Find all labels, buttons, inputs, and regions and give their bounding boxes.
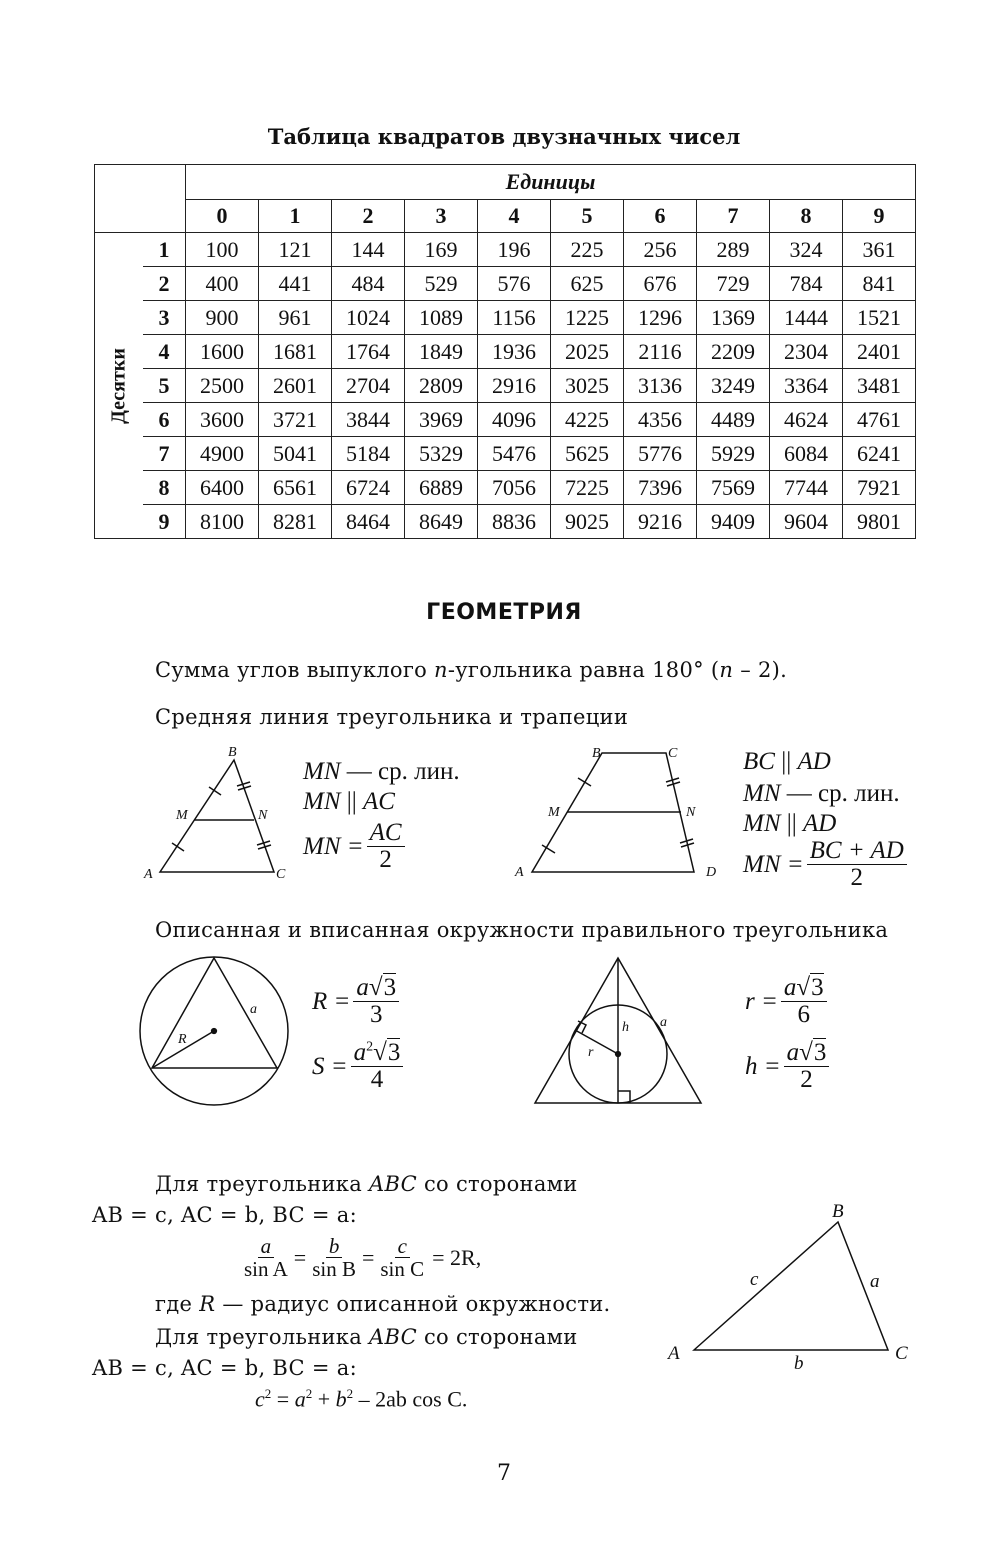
label-B: B bbox=[592, 746, 601, 761]
table-cell: 676 bbox=[624, 267, 697, 301]
table-cell: 8281 bbox=[259, 505, 332, 539]
label-D: D bbox=[706, 865, 717, 880]
table-cell: 5929 bbox=[697, 437, 770, 471]
label-side-b: b bbox=[794, 1353, 804, 1374]
table-title: Таблица квадратов двузначных чисел bbox=[267, 124, 741, 149]
table-cell: 4900 bbox=[186, 437, 259, 471]
col-header: 9 bbox=[843, 200, 916, 233]
table-cell: 441 bbox=[259, 267, 332, 301]
table-cell: 2916 bbox=[478, 369, 551, 403]
circles-title: Описанная и вписанная окружности правильного треугольника bbox=[155, 918, 889, 942]
table-cell: 144 bbox=[332, 233, 405, 267]
label-side-c: c bbox=[750, 1269, 759, 1290]
label-a: a bbox=[250, 1002, 257, 1017]
col-header: 7 bbox=[697, 200, 770, 233]
table-cell: 3600 bbox=[186, 403, 259, 437]
units-header: Единицы bbox=[186, 165, 916, 200]
table-row bbox=[95, 301, 916, 335]
table-cell: 576 bbox=[478, 267, 551, 301]
table-cell: 3249 bbox=[697, 369, 770, 403]
label-C: C bbox=[668, 746, 678, 761]
trap-formula-2: MN — ср. лин. bbox=[743, 780, 900, 807]
table-cell: 400 bbox=[186, 267, 259, 301]
label-A: A bbox=[515, 865, 524, 880]
table-cell: 5625 bbox=[551, 437, 624, 471]
table-cell: 484 bbox=[332, 267, 405, 301]
radius-segment bbox=[575, 1030, 618, 1054]
table-cell: 4356 bbox=[624, 403, 697, 437]
table-corner bbox=[95, 165, 186, 233]
row-header: 8 bbox=[143, 471, 186, 505]
table-cell: 2809 bbox=[405, 369, 478, 403]
table-cell: 2304 bbox=[770, 335, 843, 369]
table-cell: 1225 bbox=[551, 301, 624, 335]
table-cell: 3969 bbox=[405, 403, 478, 437]
triangle-midline-diagram bbox=[140, 740, 300, 885]
table-cell: 9025 bbox=[551, 505, 624, 539]
col-header: 6 bbox=[624, 200, 697, 233]
table-cell: 289 bbox=[697, 233, 770, 267]
table-cell: 1156 bbox=[478, 301, 551, 335]
label-a: a bbox=[660, 1015, 667, 1030]
trap-formula-1: BC || AD bbox=[743, 748, 831, 775]
table-cell: 5184 bbox=[332, 437, 405, 471]
table-row bbox=[95, 505, 916, 539]
triangle-abc bbox=[694, 1222, 888, 1350]
trap-formula-4: MN = $\frac{BC + AD}{2}$ bbox=[743, 838, 910, 892]
table-cell: 4761 bbox=[843, 403, 916, 437]
table-cell: 1296 bbox=[624, 301, 697, 335]
tri-formula-1: MN — ср. лин. bbox=[303, 758, 460, 785]
table-cell: 2601 bbox=[259, 369, 332, 403]
col-header: 2 bbox=[332, 200, 405, 233]
table-cell: 900 bbox=[186, 301, 259, 335]
table-cell: 841 bbox=[843, 267, 916, 301]
table-cell: 1936 bbox=[478, 335, 551, 369]
table-cell: 2025 bbox=[551, 335, 624, 369]
inscribed-circle-diagram bbox=[530, 955, 715, 1110]
table-row bbox=[95, 403, 916, 437]
table-cell: 1369 bbox=[697, 301, 770, 335]
col-header: 8 bbox=[770, 200, 843, 233]
row-header: 2 bbox=[143, 267, 186, 301]
table-row bbox=[95, 267, 916, 301]
sine-law-formula: $\frac{a}{\text{sin A}}$ = $\frac{b}{\text{sin B}}$ = $\frac{c}{\text{sin C}}$ = 2R, bbox=[244, 1234, 482, 1282]
table-cell: 256 bbox=[624, 233, 697, 267]
sine-note: где R — радиус описанной окружности. bbox=[155, 1292, 611, 1316]
table-cell: 5329 bbox=[405, 437, 478, 471]
table-cell: 1521 bbox=[843, 301, 916, 335]
table-cell: 6561 bbox=[259, 471, 332, 505]
page-number: 7 bbox=[497, 1461, 511, 1486]
table-row bbox=[95, 369, 916, 403]
table-cell: 5476 bbox=[478, 437, 551, 471]
circumscribed-circle-diagram bbox=[138, 955, 298, 1110]
table-cell: 196 bbox=[478, 233, 551, 267]
row-header: 3 bbox=[143, 301, 186, 335]
table-cell: 7396 bbox=[624, 471, 697, 505]
label-B: B bbox=[832, 1201, 844, 1222]
circum-R-formula: R = $\frac{a√3}{3}$ bbox=[312, 975, 402, 1029]
label-A: A bbox=[668, 1343, 680, 1364]
inscr-r-formula: r = $\frac{a√3}{6}$ bbox=[745, 975, 830, 1029]
table-row bbox=[95, 233, 916, 267]
table-cell: 9604 bbox=[770, 505, 843, 539]
triangle-abc-diagram bbox=[660, 1195, 920, 1385]
table-cell: 2116 bbox=[624, 335, 697, 369]
label-M: M bbox=[176, 808, 188, 823]
tens-header bbox=[95, 233, 144, 539]
table-cell: 1681 bbox=[259, 335, 332, 369]
circum-S-formula: S = $\frac{a^2√3}{4}$ bbox=[312, 1040, 406, 1094]
label-h: h bbox=[622, 1020, 629, 1035]
equilateral-triangle bbox=[152, 958, 277, 1068]
table-cell: 3721 bbox=[259, 403, 332, 437]
label-side-a: a bbox=[870, 1271, 880, 1292]
table-cell: 6084 bbox=[770, 437, 843, 471]
table-cell: 225 bbox=[551, 233, 624, 267]
label-r: r bbox=[588, 1045, 594, 1060]
table-cell: 7921 bbox=[843, 471, 916, 505]
squares-table bbox=[94, 164, 916, 539]
col-header: 0 bbox=[186, 200, 259, 233]
table-cell: 1089 bbox=[405, 301, 478, 335]
tri-formula-3: MN = $\frac{AC}{2}$ bbox=[303, 820, 408, 874]
col-header: 4 bbox=[478, 200, 551, 233]
col-header: 1 bbox=[259, 200, 332, 233]
label-R: R bbox=[178, 1032, 187, 1047]
table-cell: 729 bbox=[697, 267, 770, 301]
table-cell: 961 bbox=[259, 301, 332, 335]
trap-formula-3: MN || AD bbox=[743, 810, 837, 837]
col-header: 5 bbox=[551, 200, 624, 233]
label-A: A bbox=[144, 867, 153, 882]
cosine-intro: Для треугольника ABC со сторонами bbox=[155, 1325, 578, 1349]
table-cell: 9216 bbox=[624, 505, 697, 539]
label-N: N bbox=[258, 808, 268, 823]
trapezoid-midline-diagram bbox=[510, 740, 725, 885]
row-header: 9 bbox=[143, 505, 186, 539]
table-cell: 5776 bbox=[624, 437, 697, 471]
table-cell: 3844 bbox=[332, 403, 405, 437]
tens-label: Десятки bbox=[107, 347, 130, 424]
table-cell: 1024 bbox=[332, 301, 405, 335]
table-cell: 2401 bbox=[843, 335, 916, 369]
table-cell: 121 bbox=[259, 233, 332, 267]
table-cell: 625 bbox=[551, 267, 624, 301]
table-cell: 6241 bbox=[843, 437, 916, 471]
tri-formula-2: MN || AC bbox=[303, 788, 395, 815]
sine-intro: Для треугольника ABC со сторонами bbox=[155, 1172, 578, 1196]
table-cell: 3136 bbox=[624, 369, 697, 403]
row-header: 1 bbox=[143, 233, 186, 267]
table-cell: 1444 bbox=[770, 301, 843, 335]
table-cell: 8100 bbox=[186, 505, 259, 539]
row-header: 6 bbox=[143, 403, 186, 437]
center-point bbox=[616, 1052, 621, 1057]
label-B: B bbox=[228, 745, 237, 760]
table-cell: 100 bbox=[186, 233, 259, 267]
angle-sum-text: Сумма углов выпуклого n-угольника равна 180° (n – 2). bbox=[155, 658, 788, 682]
table-cell: 9409 bbox=[697, 505, 770, 539]
tick-mark bbox=[578, 778, 591, 786]
table-cell: 4096 bbox=[478, 403, 551, 437]
table-cell: 1849 bbox=[405, 335, 478, 369]
table-cell: 529 bbox=[405, 267, 478, 301]
table-cell: 2704 bbox=[332, 369, 405, 403]
table-row bbox=[95, 437, 916, 471]
table-cell: 1764 bbox=[332, 335, 405, 369]
table-cell: 7569 bbox=[697, 471, 770, 505]
table-cell: 361 bbox=[843, 233, 916, 267]
table-cell: 6889 bbox=[405, 471, 478, 505]
midline-title: Средняя линия треугольника и трапеции bbox=[155, 705, 629, 729]
label-C: C bbox=[895, 1343, 908, 1364]
table-cell: 2500 bbox=[186, 369, 259, 403]
table-cell: 8464 bbox=[332, 505, 405, 539]
table-cell: 2209 bbox=[697, 335, 770, 369]
sine-sides: AB = c, AC = b, BC = a: bbox=[92, 1203, 357, 1227]
table-cell: 3364 bbox=[770, 369, 843, 403]
label-N: N bbox=[686, 805, 696, 820]
table-cell: 7056 bbox=[478, 471, 551, 505]
table-cell: 4225 bbox=[551, 403, 624, 437]
row-header: 5 bbox=[143, 369, 186, 403]
inscr-h-formula: h = $\frac{a√3}{2}$ bbox=[745, 1040, 832, 1094]
col-header: 3 bbox=[405, 200, 478, 233]
geometry-heading: ГЕОМЕТРИЯ bbox=[426, 600, 582, 625]
label-M: M bbox=[548, 805, 560, 820]
table-row bbox=[95, 335, 916, 369]
table-cell: 6400 bbox=[186, 471, 259, 505]
table-cell: 5041 bbox=[259, 437, 332, 471]
table-cell: 324 bbox=[770, 233, 843, 267]
label-C: C bbox=[276, 867, 286, 882]
row-header: 4 bbox=[143, 335, 186, 369]
cosine-sides: AB = c, AC = b, BC = a: bbox=[92, 1356, 357, 1380]
table-cell: 9801 bbox=[843, 505, 916, 539]
center-point bbox=[212, 1029, 217, 1034]
table-cell: 3025 bbox=[551, 369, 624, 403]
table-cell: 169 bbox=[405, 233, 478, 267]
table-cell: 4489 bbox=[697, 403, 770, 437]
table-cell: 8649 bbox=[405, 505, 478, 539]
table-cell: 8836 bbox=[478, 505, 551, 539]
table-cell: 7225 bbox=[551, 471, 624, 505]
table-cell: 1600 bbox=[186, 335, 259, 369]
row-header: 7 bbox=[143, 437, 186, 471]
table-cell: 784 bbox=[770, 267, 843, 301]
table-cell: 4624 bbox=[770, 403, 843, 437]
table-row bbox=[95, 471, 916, 505]
cosine-law-formula: $c^2 = a^2 + b^2 - 2ab$ cos C. bbox=[255, 1386, 468, 1412]
table-cell: 3481 bbox=[843, 369, 916, 403]
table-cell: 7744 bbox=[770, 471, 843, 505]
table-cell: 6724 bbox=[332, 471, 405, 505]
